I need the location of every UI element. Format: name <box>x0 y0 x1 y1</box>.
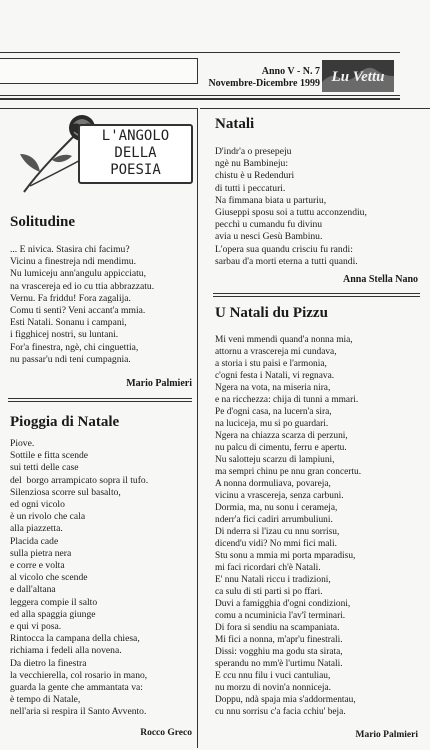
pioggia-title: Pioggia di Natale <box>10 414 120 430</box>
header-bottom-rule-thick <box>0 98 400 100</box>
natali-author: Anna Stella Nano <box>342 274 418 285</box>
angolo-della-poesia-banner <box>78 124 193 184</box>
solitudine-text: ... E nivica. Stasira chi facimu? Vicinu a finestreja ndi mendimu. Nu lumiceju ann'angulu appicciatu, na vrascereja ed io cu ttia abbrazzatu. Vernu. Fa friddu! Fora zagalija. Comu ti senti? Veni accant'a mmia. Esti Natali. Sonanu i campani, i figghicej nostri, su luntani. For'a finestra, ngè, chi cinguettia, nu passar'u ndi teni cumpagnia. <box>10 244 155 365</box>
pizzu-text: Mi veni mmendi quand'a nonna mia, attornu a vrascereja mi cundava, a storia i stu paisi e l'armonia, c'ogni festa i Natali, vi regnava. Ngera na vota, na miseria nira, e na ricchezza: chija di tunni a mmari. Pe d'ogni casa, na lucern'a sira, na luciceja, mu si po guardari. Ngera na chiazza scarza di perzuni, nu palcu di cimentu, ferru e apertu. Nu salotteju scarzu di lampiuni, ma sempri chinu pe nnu gran concertu. A nonna dormuliava, povareja, vicinu a vrascereja, senza carbuni. Dormia, ma, nu sonu i cerameja, nderr'a fici cadiri arrumbuliuni. Di nderra si l'izau cu nnu sorrisu, dicend'u vidi? No mmi fici mali. Stu sonu a mmia mi porta mparadisu, mi faci ricordari ch'è Natali. E' nnu Natali riccu i tradizioni, ca sulu di sti parti si po ffari. Duvi a famigghia d'ogni condizioni, comu a ncuminicia l'av'î terminari. Di fora si sendiu na scampaniata. Mi fici a nonna, m'apr'u finestrali. Dissi: vogghiu ma godu sta sirata, sperandu no mm'è l'urtimu Natali. E ccu nnu filu i vuci cantuliau, nu morzu di novin'a nonniceja. Doppu, ndà spaja mia s'addormentau, cu nnu sorrisu c'a facia cchiu' beja. <box>215 335 362 717</box>
pizzu-author: Mario Palmieri <box>355 730 418 740</box>
header-bottom-rule <box>0 95 400 96</box>
header-title-box <box>0 58 198 84</box>
section-divider <box>8 398 192 402</box>
solitudine-author: Mario Palmieri <box>126 378 192 389</box>
natali-title: Natali <box>215 116 255 132</box>
svg-text:Lu Vettu: Lu Vettu <box>331 69 385 85</box>
issue-number: Anno V - N. 7 <box>261 66 320 77</box>
section-divider <box>213 293 420 297</box>
pioggia-author: Rocco Greco <box>140 728 192 738</box>
issue-date: Novembre-Dicembre 1999 <box>208 78 320 89</box>
banner-line-3: POESIA <box>110 162 161 178</box>
issue-info <box>200 66 320 90</box>
header-top-rule <box>0 52 400 53</box>
banner-line-2: DELLA <box>114 145 157 161</box>
solitudine-title: Solitudine <box>10 214 76 230</box>
pizzu-title: U Natali du Pizzu <box>215 305 328 321</box>
natali-text: D'indr'a o presepeju ngè nu Bambineju: chistu è u Redenduri di tutti i peccaturi. Na fimmana biata u parturiu, Giuseppi sposu soi a tuttu acconzendiu, pecchì u cumandu fu divinu avia u nesci Gesù Bambinu. L'opera sua quandu crisciu fu randi: sarbau d'a morti eterna a tutti quandi. <box>215 146 367 267</box>
lu-vettu-logo-icon <box>322 60 394 92</box>
banner-line-1: L'ANGOLO <box>101 128 170 144</box>
pioggia-text: Piove. Sottile e fitta scende sui tetti delle case del borgo arrampicato sopra il tufo. Silenziosa scorre sul basalto, ed ogni vicolo è un rivolo che cala alla piazzetta. Placida cade sulla pietra nera e corre e volta al vicolo che scende e dall'altana leggera compie il salto ed alla spaggia giunge e qui vi posa. Rintocca la campana della chiesa, richiama i fedeli alla novena. Da dietro la finestra la vecchierella, col rosario in mano, guarda la gente che ammantata va: è tempo di Natale, nell'aria si respira il Santo Avvento. <box>10 438 149 718</box>
